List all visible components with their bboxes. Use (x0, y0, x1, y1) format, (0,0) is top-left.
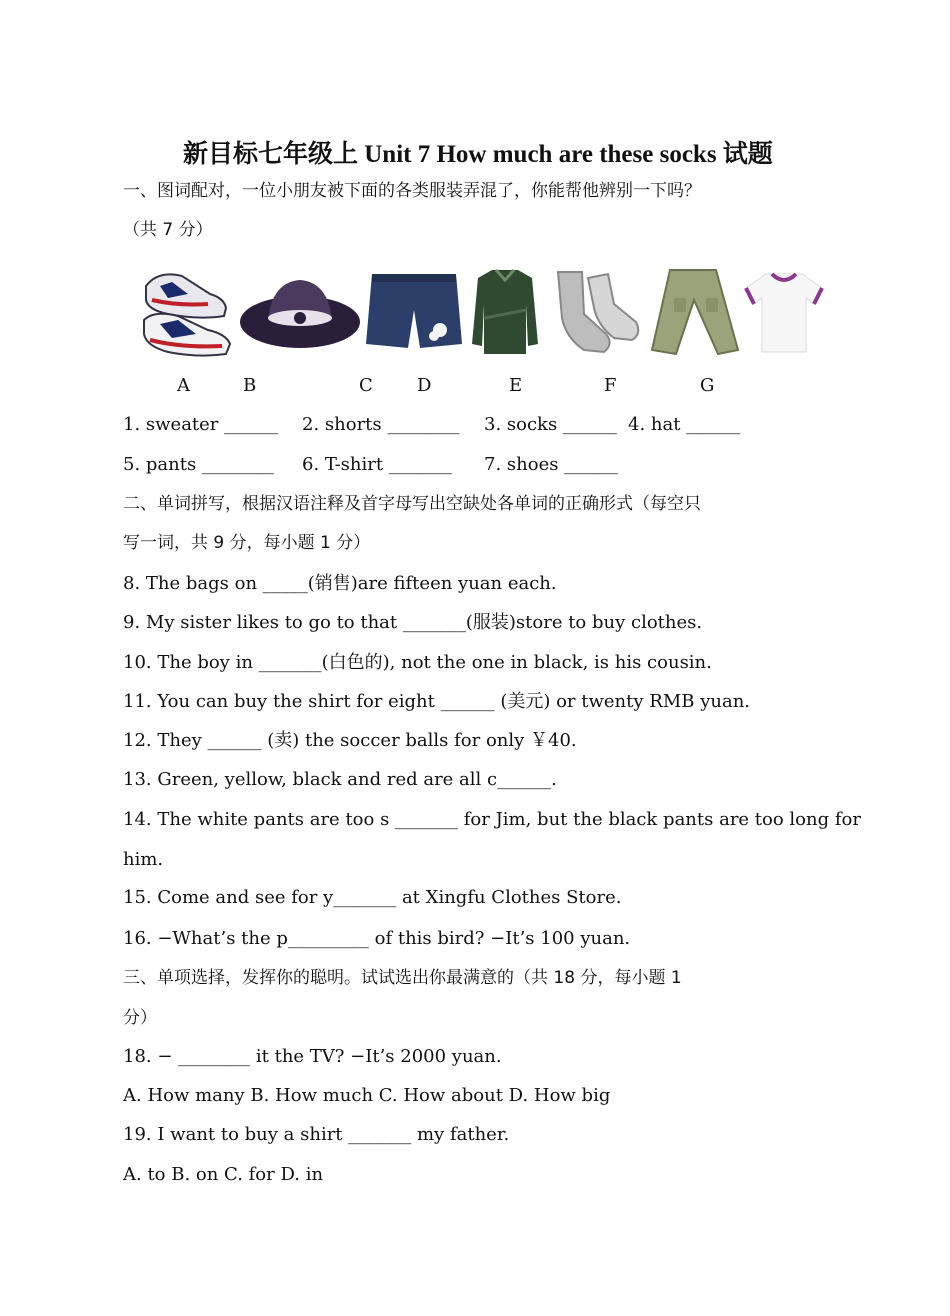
question-19-options: A. to B. on C. for D. in (123, 1164, 324, 1185)
picture-letter-c: C (359, 375, 373, 396)
question-5: 5. pants ________ (123, 454, 274, 475)
pants-picture (646, 264, 742, 360)
picture-letter-f: F (604, 375, 617, 396)
question-11: 11. You can buy the shirt for eight ______ (美元) or twenty RMB yuan. (123, 691, 751, 712)
question-18: 18. − ________ it the TV? −It’s 2000 yuan. (123, 1046, 502, 1067)
question-19: 19. I want to buy a shirt _______ my father. (123, 1124, 510, 1145)
question-15: 15. Come and see for y_______ at Xingfu Clothes Store. (123, 887, 622, 908)
section2-heading: 二、单词拼写，根据汉语注释及首字母写出空缺处各单词的正确形式（每空只 (123, 494, 701, 514)
picture-letter-g: G (700, 375, 715, 396)
question-7: 7. shoes ______ (484, 454, 619, 475)
question-14: 14. The white pants are too s _______ for Jim, but the black pants are too long for (123, 809, 861, 830)
picture-letter-a: A (177, 375, 190, 396)
question-6: 6. T-shirt _______ (302, 454, 452, 475)
question-3: 3. socks ______ (484, 414, 617, 435)
question-10: 10. The boy in _______(白色的), not the one in black, is his cousin. (123, 652, 712, 673)
picture-letter-d: D (417, 375, 432, 396)
section2-heading-cont: 写一词，共 9 分，每小题 1 分） (123, 533, 371, 553)
picture-letter-e: E (509, 375, 523, 396)
question-16: 16. −What’s the p_________ of this bird? −It’s 100 yuan. (123, 928, 631, 949)
section3-heading: 三、单项选择，发挥你的聪明。试试选出你最满意的（共 18 分，每小题 1 (123, 968, 682, 988)
shoes-picture (138, 264, 234, 360)
question-1: 1. sweater ______ (123, 414, 279, 435)
shorts-picture (364, 264, 464, 360)
hat-picture (238, 264, 362, 360)
question-12: 12. They ______ (卖) the soccer balls for only ￥40. (123, 730, 577, 751)
picture-letter-b: B (243, 375, 257, 396)
section1-heading: 一、图词配对，一位小朋友被下面的各类服装弄混了，你能帮他辨别一下吗？ (123, 181, 701, 201)
question-8: 8. The bags on _____(销售)are fifteen yuan each. (123, 573, 557, 594)
question-2: 2. shorts ________ (302, 414, 460, 435)
section3-heading-cont: 分） (123, 1008, 157, 1028)
socks-picture (548, 264, 644, 360)
question-4: 4. hat ______ (628, 414, 741, 435)
question-14-cont: him. (123, 849, 164, 870)
question-18-options: A. How many B. How much C. How about D. How big (123, 1085, 611, 1106)
sweater-picture (470, 264, 540, 360)
t-shirt-picture (744, 264, 824, 360)
question-9: 9. My sister likes to go to that _______(服装)store to buy clothes. (123, 612, 703, 633)
section1-heading-cont: （共 7 分） (123, 220, 213, 240)
page-title: 新目标七年级上 Unit 7 How much are these socks 试题 (183, 141, 773, 168)
question-13: 13. Green, yellow, black and red are all c______. (123, 769, 557, 790)
